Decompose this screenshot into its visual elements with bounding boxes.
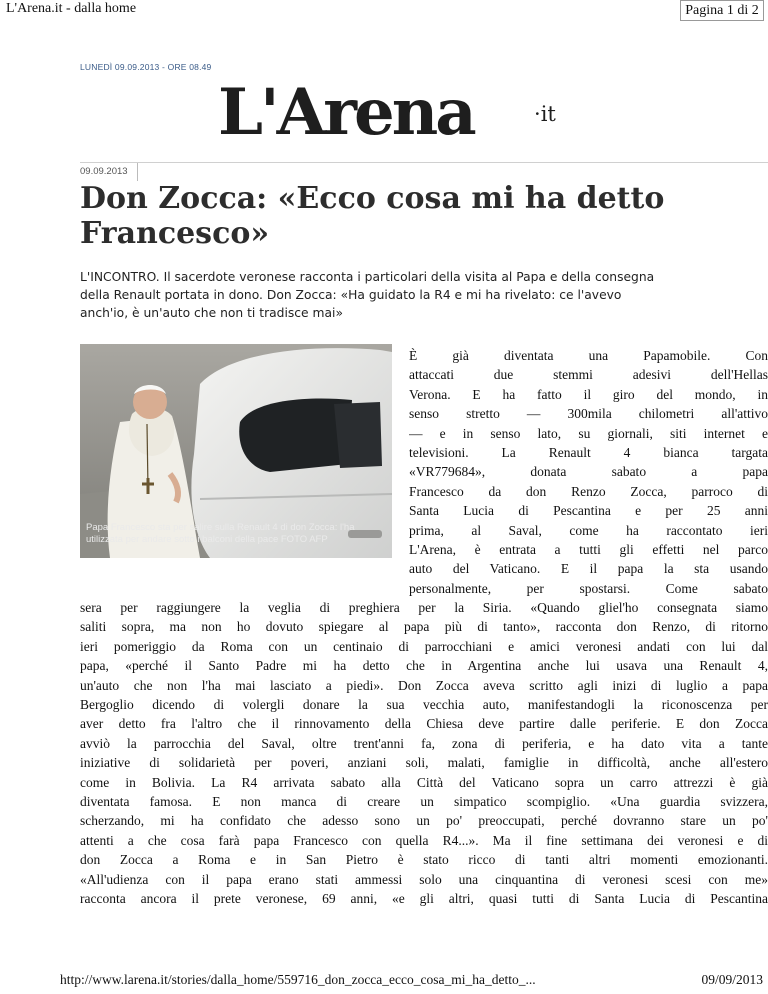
body-line: Verona. E ha fatto il giro del mondo, in <box>409 386 768 402</box>
body-line: papa, «perché il Santo Padre mi ha detto che in Argentina anche lui usava una Renault 4, <box>80 658 768 674</box>
logo-suffix: ·it <box>534 102 556 126</box>
print-footer-date: 09/09/2013 <box>701 972 763 987</box>
body-line: Santa Lucia di Pescantina e per 25 anni <box>409 503 768 519</box>
body-line: aver detto fra l'altro che il rinnovamento della Chiesa deve partire dalle periferie. E don Zocca <box>80 716 768 732</box>
lead-line: della Renault portata in dono. Don Zocca: «Ha guidato la R4 e mi ha rivelato: ce l'avevo <box>80 288 622 302</box>
lead-line: anch'io, è un'auto che non ti tradisce mai» <box>80 306 343 320</box>
body-line: come in Bolivia. La R4 arrivata sabato alla Città del Vaticano sopra un carro attrezzi è già <box>80 774 768 790</box>
body-line: televisioni. La Renault 4 bianca targata <box>409 445 768 461</box>
larena-logo[interactable] <box>218 74 556 152</box>
body-line: Bergoglio dicendo di volergli donare la sua vecchia auto, manifestandogli la riconoscenza per <box>80 697 768 713</box>
body-line: un'auto che non l'ha mai lasciato a piedi». Don Zocca aveva scritto agli inizi di luglio a papa <box>80 677 768 693</box>
body-line: diventata famosa. E non manca di creare un simpatico scompiglio. «Una guardia svizzera, <box>80 794 768 810</box>
body-line: prima, al Saval, come ha raccontato ieri <box>409 522 768 538</box>
body-line: L'Arena, è entrata a tutti gli effetti nel parco <box>409 542 768 558</box>
body-line: attenti a che cosa farà papa Francesco con quella R4...». Ma il fine settimana dei veronesi e di <box>80 832 768 848</box>
body-line: sera per raggiungere la veglia di preghiera per la Siria. «Quando gliel'ho consegnata siamo <box>80 600 768 615</box>
body-line: auto del Vaticano. E il papa la sta usando <box>409 561 768 577</box>
body-line: Francesco da don Renzo Zocca, parroco di <box>409 483 768 499</box>
body-line: personalmente, per spostarsi. Come sabato <box>409 580 768 596</box>
body-line: — e in senso lato, su giornali, siti internet e <box>409 425 768 441</box>
article-title: Don Zocca: «Ecco cosa mi ha detto Francesco» <box>80 181 665 251</box>
body-line: «VR779684», donata sabato a papa <box>409 464 768 480</box>
header-rule <box>80 162 768 163</box>
article-lead <box>80 268 768 322</box>
print-page-number: Pagina 1 di 2 <box>680 0 764 21</box>
body-line: senso stretto — 300mila chilometri all'attivo <box>409 406 768 422</box>
date-divider <box>137 163 138 181</box>
body-line: don Zocca a Roma e in San Pietro è stato ricco di tanti altri momenti emozionanti. <box>80 852 768 868</box>
body-line: iniziative di solidarietà per poveri, anziani soli, malati, famiglie in difficoltà, anche all'estero <box>80 755 768 771</box>
body-line: attaccati due stemmi adesivi dell'Hellas <box>409 367 768 383</box>
body-line: saliti sopra, ma non ho dovuto spiegare al papa più di tanto», racconta don Renzo, di ritorno <box>80 619 768 635</box>
site-dateline: LUNEDÌ 09.09.2013 - ORE 08.49 <box>80 62 212 72</box>
print-footer-url[interactable]: http://www.larena.it/stories/dalla_home/559716_don_zocca_ecco_cosa_mi_ha_detto_... <box>60 972 536 987</box>
body-line: «All'udienza con il papa erano stati ammessi solo una cinquantina di veronesi scesi con me» <box>80 871 768 887</box>
body-line: avviò la parrocchia del Saval, oltre trent'anni fa, zona di periferia, e ha dato vita a tante <box>80 735 768 751</box>
photo-caption: Papa Francesco sta per salire sulla Renault 4 di don Zocca: l'ha utilizzata per andare sotto i balconi della pace FOTO AFP <box>86 522 355 545</box>
article-date: 09.09.2013 <box>80 166 128 177</box>
body-line: scherzando, mi ha confidato che adesso sono un po' preoccupati, perché dovranno stare un po' <box>80 813 768 829</box>
lead-line: L'INCONTRO. Il sacerdote veronese racconta i particolari della visita al Papa e della consegna <box>80 270 655 284</box>
print-header-title: L'Arena.it - dalla home <box>6 1 137 16</box>
body-line: È già diventata una Papamobile. Con <box>409 348 768 363</box>
body-line: ieri pomeriggio da Roma con un centinaio di parrocchiani e amici veronesi andati con lui dal <box>80 638 768 654</box>
article-body-full <box>80 598 768 909</box>
article-body-column <box>409 346 768 598</box>
body-line: racconta ancora il prete veronese, 69 anni, «e gli altri, quasi tutti di Santa Lucia di Pescantina <box>80 891 768 907</box>
logo-wordmark: L'Arena <box>218 75 474 150</box>
